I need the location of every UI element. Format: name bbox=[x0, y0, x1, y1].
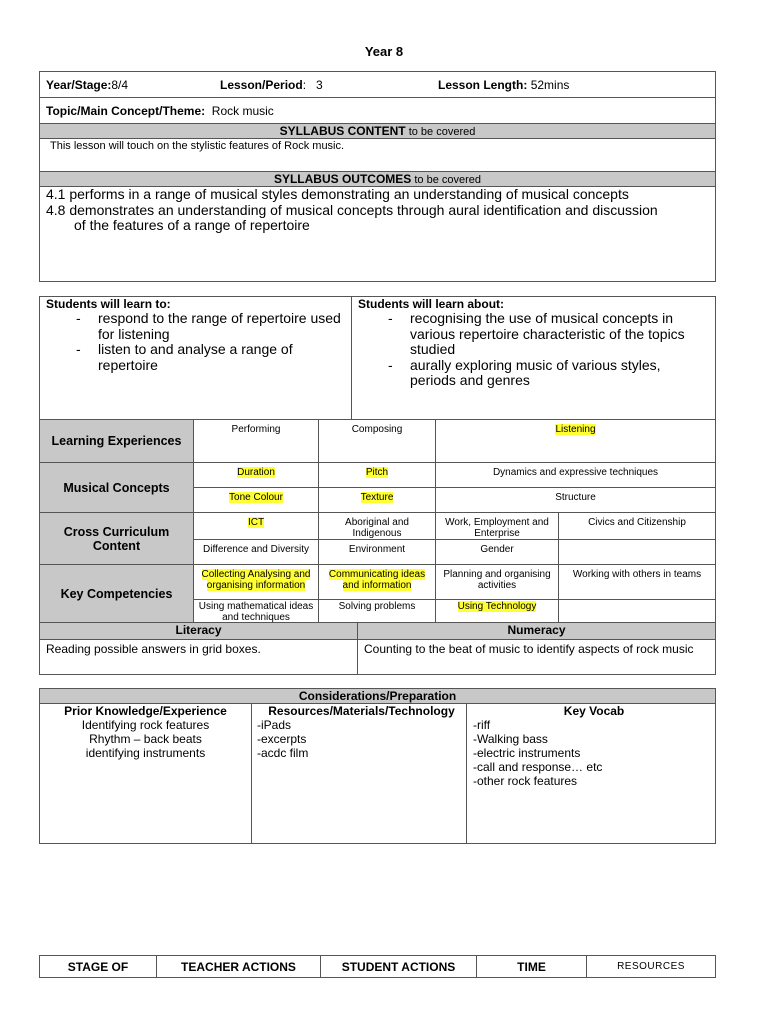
list-item: - respond to the range of repertoire used for listening bbox=[76, 311, 345, 342]
outcome-4-1: 4.1 performs in a range of musical styles demonstrating an understanding of musical concepts bbox=[46, 186, 629, 202]
page-title: Year 8 bbox=[364, 44, 404, 59]
list-item: -excerpts bbox=[257, 732, 307, 746]
outcome-4-8-cont: of the features of a range of repertoire bbox=[74, 217, 310, 233]
learn-about-heading: Students will learn about: bbox=[358, 297, 505, 311]
footer-student-actions: STUDENT ACTIONS bbox=[321, 956, 477, 978]
literacy-text: Reading possible answers in grid boxes. bbox=[40, 640, 358, 675]
footer-resources: RESOURCES bbox=[587, 956, 716, 978]
footer-table bbox=[39, 955, 716, 978]
topic-label: Topic/Main Concept/Theme: bbox=[46, 103, 206, 118]
syllabus-content-text: This lesson will touch on the stylistic features of Rock music. bbox=[40, 139, 716, 172]
period-label: Lesson/Period bbox=[220, 77, 303, 92]
footer-teacher-actions: TEACHER ACTIONS bbox=[157, 956, 321, 978]
key-competencies-label: Key Competencies bbox=[40, 565, 194, 624]
list-item: identifying instruments bbox=[85, 746, 206, 760]
topic-row bbox=[40, 98, 716, 124]
footer-time: TIME bbox=[477, 956, 587, 978]
grid-cell-environment: Environment bbox=[319, 540, 436, 565]
list-item: -call and response… etc bbox=[473, 760, 603, 774]
grid-cell-mathematical: Using mathematical ideas and techniques bbox=[194, 600, 319, 624]
grid-cell-performing: Performing bbox=[194, 420, 319, 463]
cross-curriculum-label: Cross Curriculum Content bbox=[40, 513, 194, 565]
literacy-numeracy-table bbox=[39, 622, 716, 675]
grid-cell-communicating: Communicating ideas and information bbox=[319, 565, 436, 600]
list-item: - aurally exploring music of various styles, periods and genres bbox=[388, 358, 709, 389]
year-label: Year/Stage: bbox=[46, 77, 112, 92]
footer-stage: STAGE OF bbox=[40, 956, 157, 978]
grid-cell-empty bbox=[559, 540, 716, 565]
outcome-4-8: 4.8 demonstrates an understanding of musical concepts through aural identification and discussion bbox=[46, 201, 658, 218]
syllabus-outcomes-text bbox=[40, 187, 716, 282]
period-value: 3 bbox=[316, 77, 323, 92]
key-vocab-heading: Key Vocab bbox=[563, 704, 625, 718]
list-item: - listen to and analyse a range of repertoire bbox=[76, 342, 345, 373]
considerations-header: Considerations/Preparation bbox=[40, 689, 716, 704]
grid-cell-ict: ICT bbox=[194, 513, 319, 540]
learn-to-cell bbox=[40, 297, 352, 420]
grid-cell-problems: Solving problems bbox=[319, 600, 436, 624]
grid-cell-aboriginal: Aboriginal and Indigenous bbox=[319, 513, 436, 540]
learning-table bbox=[39, 296, 716, 420]
grid-cell-teams: Working with others in teams bbox=[559, 565, 716, 600]
grid-cell-gender: Gender bbox=[436, 540, 559, 565]
grid-cell-pitch: Pitch bbox=[319, 463, 436, 488]
grid-cell-work: Work, Employment and Enterprise bbox=[436, 513, 559, 540]
grid-cell-dynamics: Dynamics and expressive techniques bbox=[436, 463, 716, 488]
grid-cell-technology: Using Technology bbox=[436, 600, 559, 624]
learn-about-list bbox=[358, 311, 709, 389]
grid-cell-empty bbox=[559, 600, 716, 624]
list-item: Rhythm – back beats bbox=[89, 732, 202, 746]
length-label: Lesson Length: bbox=[438, 77, 528, 92]
list-item: Identifying rock features bbox=[81, 718, 210, 732]
grid-cell-tone-colour: Tone Colour bbox=[194, 488, 319, 513]
prior-knowledge-heading: Prior Knowledge/Experience bbox=[64, 704, 227, 718]
learn-to-list bbox=[46, 311, 345, 373]
list-item: -iPads bbox=[257, 718, 292, 732]
musical-concepts-label: Musical Concepts bbox=[40, 463, 194, 513]
resources-heading: Resources/Materials/Technology bbox=[268, 704, 455, 718]
list-item: -other rock features bbox=[473, 774, 578, 788]
list-item: -acdc film bbox=[257, 746, 309, 760]
learn-about-cell bbox=[352, 297, 716, 420]
grid-cell-structure: Structure bbox=[436, 488, 716, 513]
topic-value: Rock music bbox=[211, 103, 274, 118]
grid-cell-collecting: Collecting Analysing and organising information bbox=[194, 565, 319, 600]
numeracy-text: Counting to the beat of music to identify aspects of rock music bbox=[358, 640, 716, 675]
literacy-header: Literacy bbox=[40, 623, 358, 640]
prior-knowledge-cell bbox=[40, 704, 252, 844]
learn-to-heading: Students will learn to: bbox=[46, 297, 171, 311]
considerations-table bbox=[39, 688, 716, 844]
length-value: 52mins bbox=[530, 77, 570, 92]
grid-cell-planning: Planning and organising activities bbox=[436, 565, 559, 600]
list-item: - recognising the use of musical concepts in various repertoire characteristic of the topics studied bbox=[388, 311, 709, 358]
year-value: 8/4 bbox=[111, 77, 129, 92]
resources-cell bbox=[252, 704, 467, 844]
list-item: -riff bbox=[473, 718, 491, 732]
key-vocab-cell bbox=[467, 704, 716, 844]
grid-cell-civics: Civics and Citizenship bbox=[559, 513, 716, 540]
learning-experiences-label: Learning Experiences bbox=[40, 420, 194, 463]
list-item: -Walking bass bbox=[473, 732, 548, 746]
grid-cell-duration: Duration bbox=[194, 463, 319, 488]
grid-cell-composing: Composing bbox=[319, 420, 436, 463]
lesson-info-row: Year/Stage:8/4 Lesson/Period: 3 Lesson Length: 52mins bbox=[40, 72, 716, 98]
lesson-info-table bbox=[39, 71, 716, 282]
grid-cell-listening: Listening bbox=[436, 420, 716, 463]
list-item: -electric instruments bbox=[473, 746, 581, 760]
grid-cell-diversity: Difference and Diversity bbox=[194, 540, 319, 565]
grid-cell-texture: Texture bbox=[319, 488, 436, 513]
syllabus-content-header: SYLLABUS CONTENT to be covered bbox=[40, 124, 716, 139]
concepts-grid bbox=[39, 419, 716, 624]
syllabus-outcomes-header: SYLLABUS OUTCOMES to be covered bbox=[40, 172, 716, 187]
numeracy-header: Numeracy bbox=[358, 623, 716, 640]
